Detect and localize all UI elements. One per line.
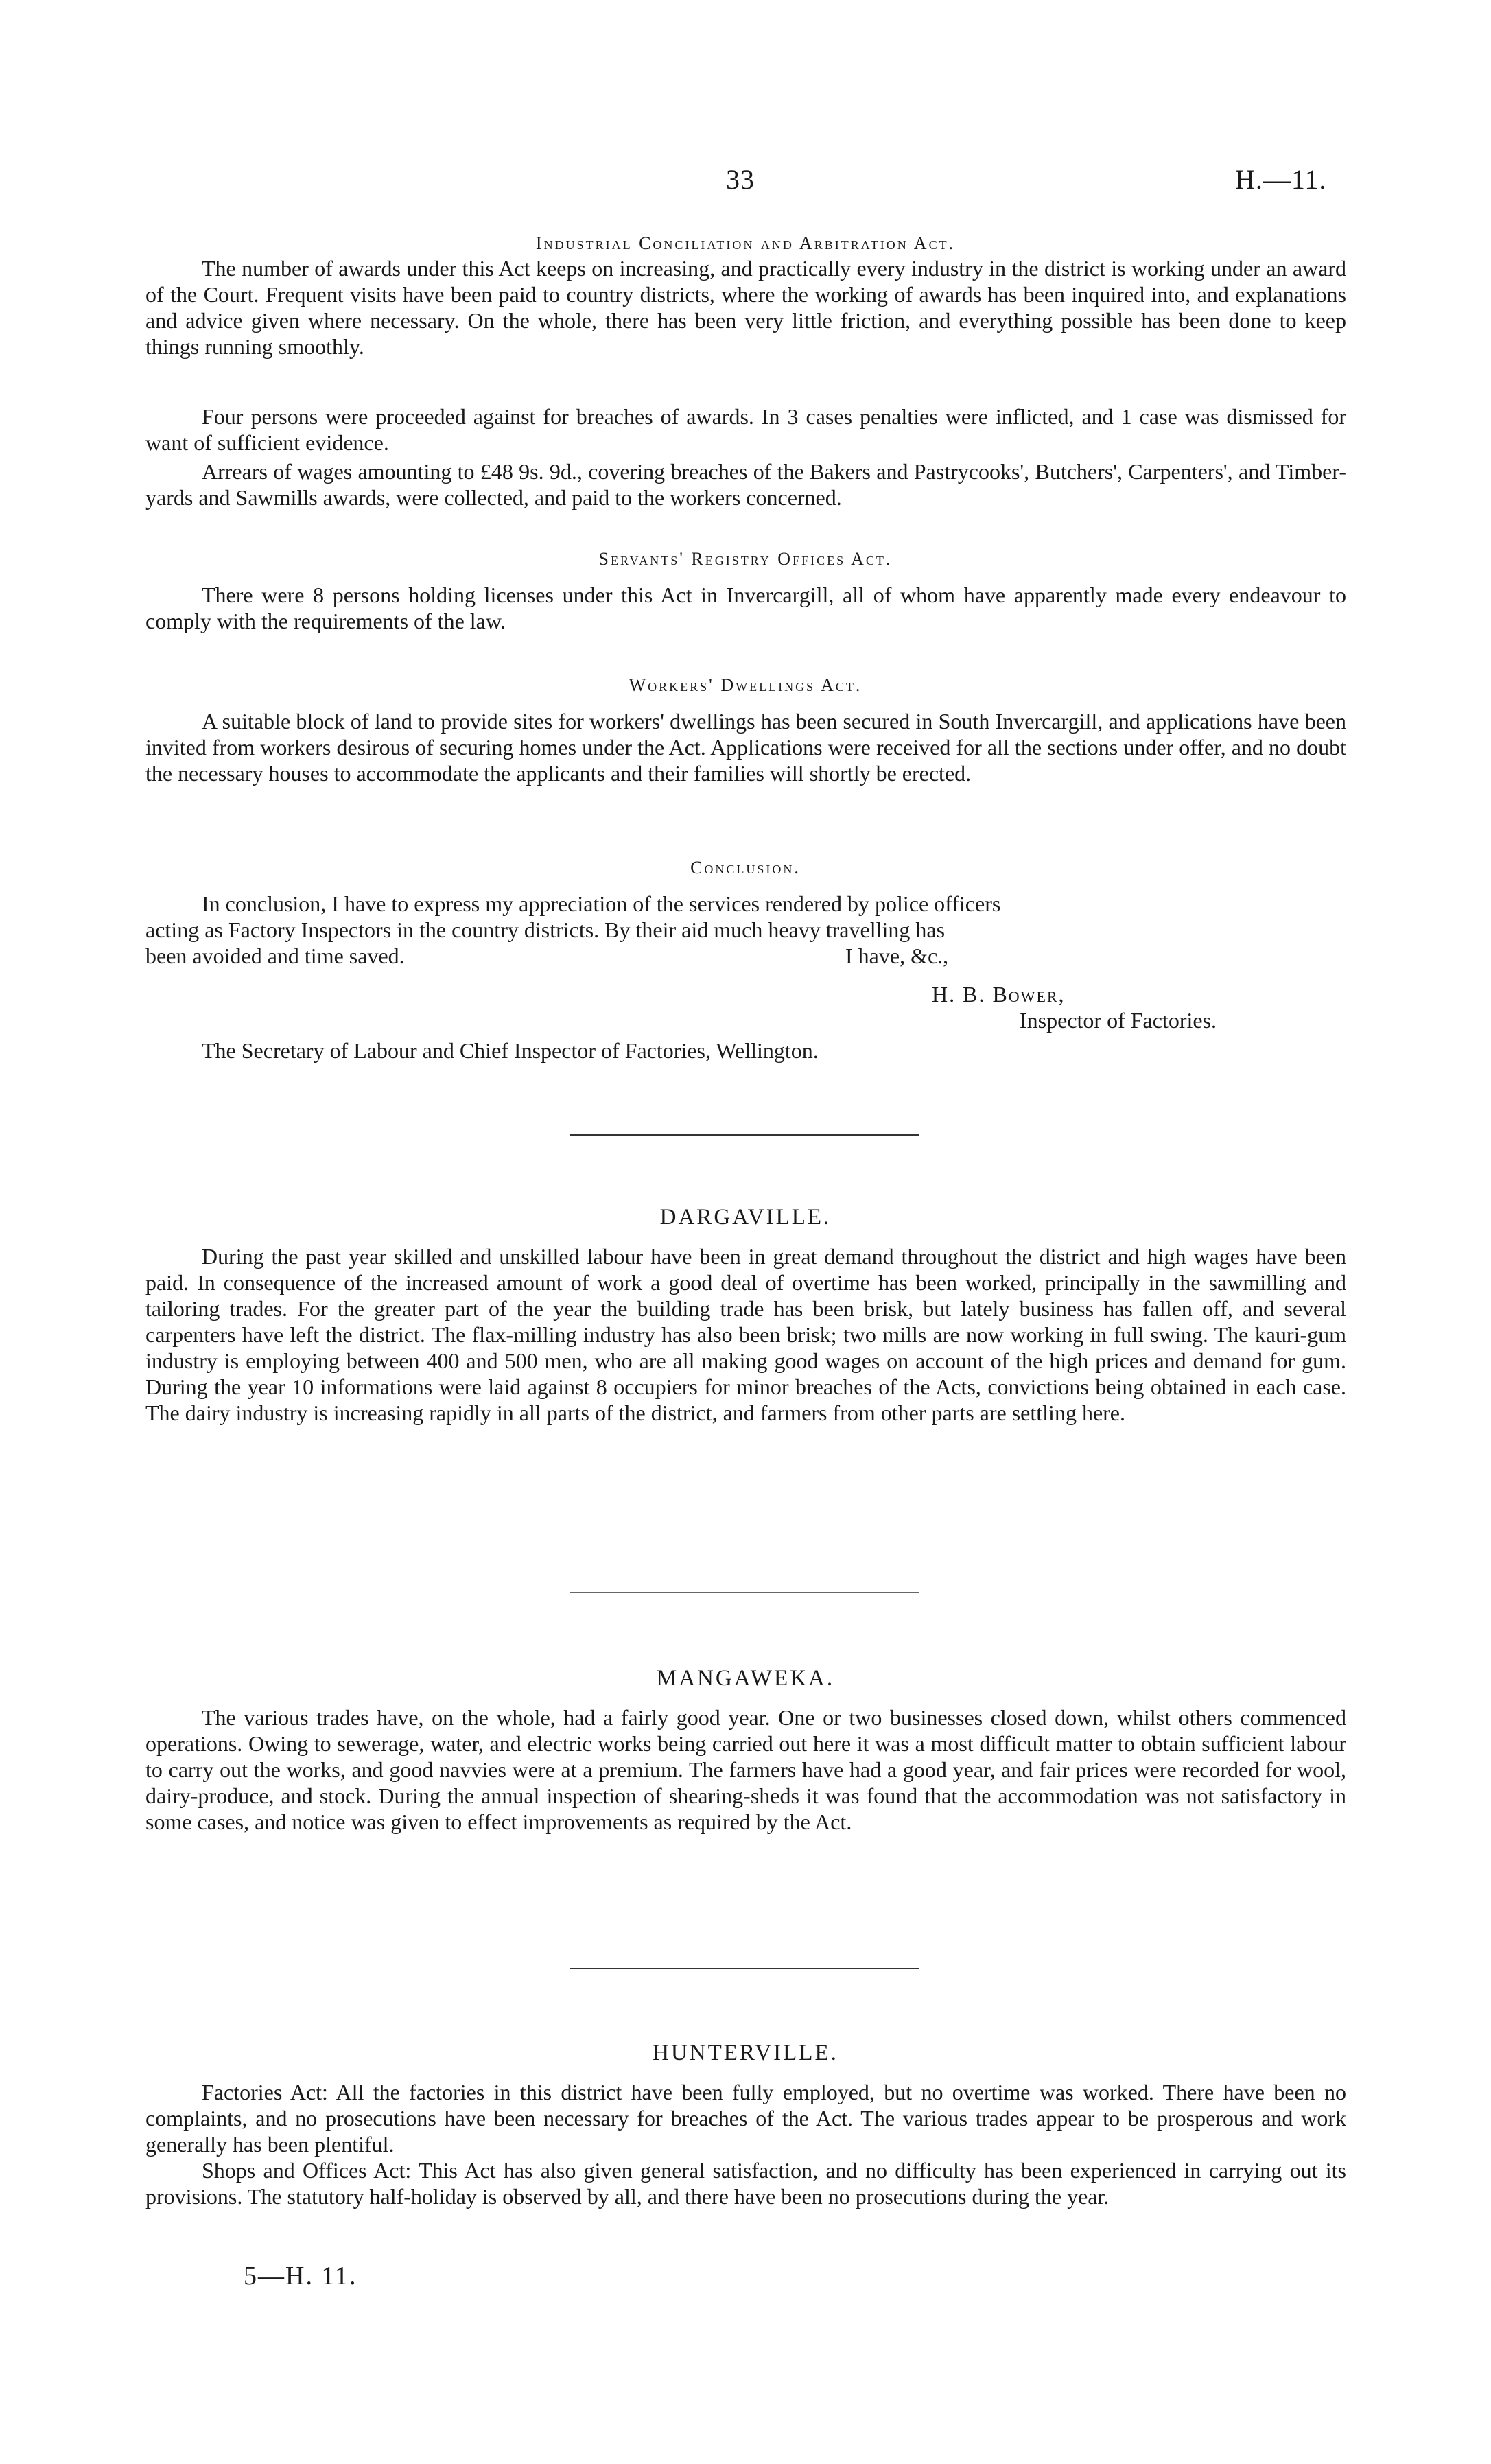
conclusion-line-1: In conclusion, I have to express my appreciation of the services rendered by police officers [202, 891, 1001, 916]
paragraph-hunterville-1: Factories Act: All the factories in this district have been fully employed, but no overtime was worked. There have been no complaints, and no prosecutions have been necessary for breaches of the Act. The various trades appear to be prosperous and work generally has been plentiful. [145, 2080, 1346, 2157]
section-title-mangaweka: MANGAWEKA. [656, 1666, 835, 1691]
addressee: The Secretary of Labour and Chief Inspector of Factories, Wellington. [202, 1038, 819, 1063]
section-title-arbitration: Industrial Conciliation and Arbitration Act. [535, 233, 956, 253]
signature-mark: 5—H. 11. [244, 2262, 357, 2290]
paragraph-arbitration-1: The number of awards under this Act keeps on increasing, and practically every industry in the district is working under an award of the Court. Frequent visits have been paid to country districts, where the working of awards has been inquired into, and explanations and advice given where necessary. On the whole, there has been very little friction, and everything possible has been done to keep things running smoothly. [145, 256, 1346, 359]
document-reference: H.—11. [1235, 164, 1327, 195]
paragraph-arbitration-3: Arrears of wages amounting to £48 9s. 9d., covering breaches of the Bakers and Pastrycooks', Butchers', Carpenters', and Timber-yards and Sawmills awards, were collected, and paid to the workers concerned. [145, 459, 1346, 510]
section-divider [570, 1592, 919, 1593]
section-title-dargaville: DARGAVILLE. [659, 1205, 832, 1230]
signature-name: H. B. Bower, [932, 982, 1066, 1007]
section-title-hunterville: HUNTERVILLE. [653, 2041, 838, 2065]
paragraph-arbitration-2: Four persons were proceeded against for breaches of awards. In 3 cases penalties were inflicted, and 1 case was dismissed for want of sufficient evidence. [145, 404, 1346, 455]
closing-phrase: I have, &c., [845, 943, 949, 968]
page-number: 33 [726, 164, 755, 195]
paragraph-registry-1: There were 8 persons holding licenses under this Act in Invercargill, all of whom have apparently made every endeavour to comply with the requirements of the law. [145, 583, 1346, 633]
paragraph-dwellings-1: A suitable block of land to provide sites for workers' dwellings has been secured in South Invercargill, and applications have been invited from workers desirous of securing homes under the Act. Applications were received for all the sections under offer, and no doubt the necessary houses to accommodate the applicants and their families will shortly be erected. [145, 709, 1346, 786]
section-title-conclusion: Conclusion. [690, 858, 801, 878]
paragraph-mangaweka-1: The various trades have, on the whole, had a fairly good year. One or two businesses closed down, whilst others commenced operations. Owing to sewerage, water, and electric works being carried out here it was a most difficult matter to obtain sufficient labour to carry out the works, and good navvies were at a premium. The farmers have had a good year, and fair prices were recorded for wool, dairy-produce, and stock. During the annual inspection of shearing-sheds it was found that the accommodation was not satisfactory in some cases, and notice was given to effect improvements as required by the Act. [145, 1705, 1346, 1834]
section-divider [570, 1134, 919, 1136]
conclusion-line-2: acting as Factory Inspectors in the country districts. By their aid much heavy travelling has [145, 917, 946, 942]
conclusion-line-3: been avoided and time saved. [145, 943, 405, 968]
section-title-registry: Servants' Registry Offices Act. [598, 549, 893, 569]
section-title-dwellings: Workers' Dwellings Act. [629, 675, 862, 695]
paragraph-hunterville-2: Shops and Offices Act: This Act has also given general satisfaction, and no difficulty has been experienced in carrying out its provisions. The statutory half-holiday is observed by all, and there have been no prosecutions during the year. [145, 2158, 1346, 2209]
signature-title: Inspector of Factories. [1020, 1008, 1217, 1033]
paragraph-dargaville-1: During the past year skilled and unskilled labour have been in great demand throughout the district and high wages have been paid. In consequence of the increased amount of work a good deal of overtime has been worked, principally in the sawmilling and tailoring trades. For the greater part of the year the building trade has been brisk, but lately business has fallen off, and several carpenters have left the district. The flax-milling industry has also been brisk; two mills are now working in full swing. The kauri-gum industry is employing between 400 and 500 men, who are all making good wages on account of the high prices and demand for gum. During the year 10 informations were laid against 8 occupiers for minor breaches of the Acts, convictions being obtained in each case. The dairy industry is increasing rapidly in all parts of the district, and farmers from other parts are settling here. [145, 1244, 1346, 1425]
section-divider [570, 1968, 919, 1969]
